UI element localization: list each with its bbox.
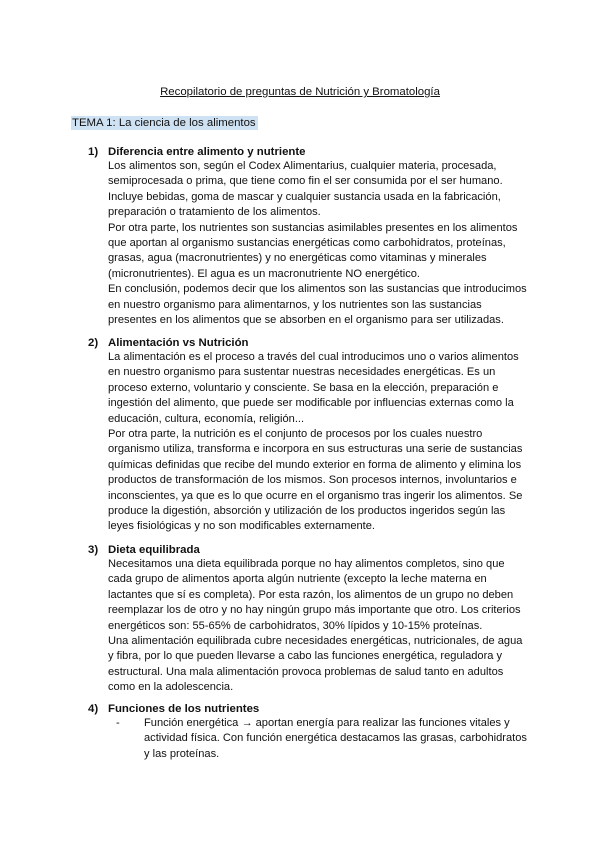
section-1 [88,145,528,328]
list-item [116,716,528,762]
section-number: 3) [88,544,99,556]
paragraph: En conclusión, podemos decir que los alimentos son las sustancias que introducimos en nuestro organismo para alimentarnos, y los nutrientes son las sustancias presentes en los alimentos que se absorben en el organismo para ser utilizadas. [108,283,527,327]
section-number: 1) [88,146,99,158]
section-heading [88,336,528,350]
tema-heading-highlighted: TEMA 1: La ciencia de los alimentos [72,117,256,129]
section-number: 4) [88,703,99,715]
paragraph: Los alimentos son, según el Codex Alimentarius, cualquier materia, procesada, semiprocesada o prima, que tiene como fin el ser consumida por el ser humano. Incluye bebidas, goma de mascar y cualquier sustancia usada en la fabricación, preparación o tratamiento de los alimentos. [108,160,503,219]
paragraph: Por otra parte, la nutrición es el conjunto de procesos por los cuales nuestro organismo utiliza, transforma e incorpora en sus estructuras una serie de sustancias químicas definidas que recibe del mundo exterior en forma de alimento y elimina los productos de transformación de los mismos. Son procesos internos, involuntarios e inconscientes, ya que es lo que ocurre en el organismo tras ingerir los alimentos. Se produce la digestión, absorción y utilización de los productos ingeridos según las leyes fisiológicas y no son modificables externamente. [108,428,523,533]
paragraph: Necesitamos una dieta equilibrada porque no hay alimentos completos, sino que cada grupo de alimentos aporta algún nutriente (excepto la leche materna en lactantes que sí es completa). Por esta razón, los alimentos de un grupo no deben reemplazar los de otro y no hay ningún grupo más importante que otro. Los criterios energéticos son: 55-65% de carbohidratos, 30% lípidos y 10-15% proteínas. [108,558,521,632]
section-4 [88,702,528,762]
section-heading [88,702,528,716]
paragraph: Por otra parte, los nutrientes son sustancias asimilables presentes en los alimentos que aportan al organismo sustancias energéticas como carbohidratos, proteínas, grasas, agua (macronutrientes) y no energéticas como vitaminas y minerales (micronutrientes). El agua es un macronutriente NO energético. [108,221,518,280]
section-title: Dieta equilibrada [108,544,200,556]
section-title: Funciones de los nutrientes [108,703,260,715]
paragraph: La alimentación es el proceso a través del cual introducimos uno o varios alimentos en nuestro organismo para sustentar nuestras necesidades energéticas. Es un proceso externo, voluntario y consciente. Se basa en la elección, preparación e ingestión del alimento, que puede ser modificable por influencias externas como la educación, cultura, economía, religión... [108,351,519,425]
section-heading [88,145,528,159]
section-3 [88,543,528,696]
section-heading [88,543,528,557]
section-title: Diferencia entre alimento y nutriente [108,146,306,158]
section-body [108,557,528,696]
section-body [108,159,528,328]
bullet-dash: - [116,717,120,729]
section-2 [88,336,528,535]
document-title: Recopilatorio de preguntas de Nutrición y Bromatología [160,86,440,98]
bullet-text: Función energética → aportan energía para realizar las funciones vitales y actividad física. Con función energética destacamos las grasas, carbohidratos y las proteínas. [144,717,527,760]
section-body [108,716,528,762]
section-title: Alimentación vs Nutrición [108,337,249,349]
paragraph: Una alimentación equilibrada cubre necesidades energéticas, nutricionales, de agua y fibra, por lo que pueden llevarse a cabo las funciones energética, reguladora y estructural. Una mala alimentación provoca problemas de salud tanto en adultos como en la adolescencia. [108,635,523,694]
section-body [108,350,528,535]
section-number: 2) [88,337,99,349]
